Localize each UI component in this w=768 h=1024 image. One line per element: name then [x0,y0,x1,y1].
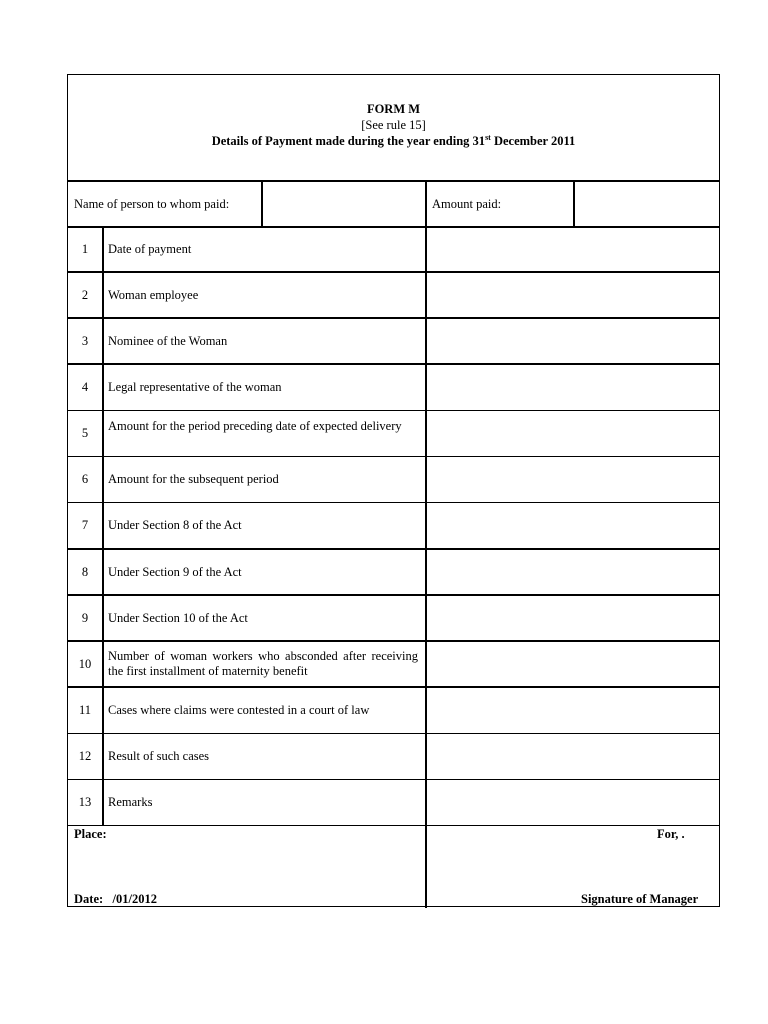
row-value-field[interactable] [428,228,718,270]
form-title: FORM M [366,102,421,116]
row-number: 6 [81,472,89,487]
form-header [68,101,719,149]
row-number: 2 [81,287,89,302]
row-number: 4 [81,380,89,394]
rule-reference: [See rule 15] [361,118,426,132]
row-value-field[interactable] [428,366,718,408]
row-divider [68,825,719,827]
row-label: Remarks [108,795,153,810]
row-value-field[interactable] [428,551,718,593]
name-value-field[interactable] [264,183,424,225]
row-value-field[interactable] [428,413,718,455]
row-label: Cases where claims were contested in a court of law [108,703,370,718]
subtitle-prefix: Details of Payment made during the year ending 31 [211,134,486,148]
signature-of-manager-label: Signature of Manager [581,892,699,906]
table-row [68,641,719,687]
row-label: Nominee of the Woman [108,333,228,348]
row-number: 1 [81,241,89,256]
row-label: Result of such cases [108,749,210,764]
row-label: Legal representative of the woman [108,380,282,394]
row-number: 5 [81,426,89,441]
date-value: /01/2012 [112,892,157,906]
row-label: Number of woman workers who absconded after receiving the first installment of maternity benefit [108,649,418,679]
table-row [68,780,719,826]
row-label: Woman employee [108,287,199,302]
place-label: Place: [74,827,107,841]
row-value-field[interactable] [428,597,718,639]
row-value-field[interactable] [428,320,718,362]
date-label: Date: [74,892,104,906]
table-row [68,734,719,780]
row-label: Amount for the subsequent period [108,472,279,487]
table-row [68,272,719,318]
row-number: 9 [81,610,89,625]
table-row [68,549,719,595]
amount-label: Amount paid: [432,197,502,211]
row-value-field[interactable] [428,736,718,778]
row-label: Amount for the period preceding date of expected delivery [108,418,402,433]
subtitle-superscript: st [485,133,491,142]
table-row [68,688,719,734]
row-value-field[interactable] [428,459,718,501]
row-value-field[interactable] [428,505,718,547]
date-line [74,892,157,907]
num-column-divider [102,226,104,826]
info-divider-3 [573,181,575,226]
table-row [68,457,719,503]
header-divider [68,180,719,182]
table-row [68,364,719,410]
row-value-field[interactable] [428,782,718,824]
row-number: 10 [78,656,92,671]
table-row [68,226,719,272]
info-divider-2 [425,181,427,226]
row-number: 3 [81,333,89,348]
subtitle-suffix: December 2011 [490,134,576,148]
row-label: Date of payment [108,241,192,256]
form-subtitle [68,133,719,149]
name-label: Name of person to whom paid: [74,197,230,211]
value-column-divider [425,226,427,908]
for-label: For, . [657,827,685,841]
row-value-field[interactable] [428,274,718,316]
amount-value-field[interactable] [576,183,716,225]
table-row [68,318,719,364]
table-row [68,503,719,549]
row-number: 11 [78,703,92,718]
table-row [68,595,719,641]
row-number: 7 [81,518,89,533]
row-value-field[interactable] [428,643,718,685]
row-label: Under Section 10 of the Act [108,610,248,625]
info-divider-1 [261,181,263,226]
row-value-field[interactable] [428,690,718,732]
row-number: 12 [78,749,92,764]
row-label: Under Section 9 of the Act [108,564,242,579]
row-label: Under Section 8 of the Act [108,518,242,533]
row-number: 13 [78,795,92,810]
table-row [68,411,719,457]
form-m [67,74,720,907]
row-number: 8 [81,564,89,579]
